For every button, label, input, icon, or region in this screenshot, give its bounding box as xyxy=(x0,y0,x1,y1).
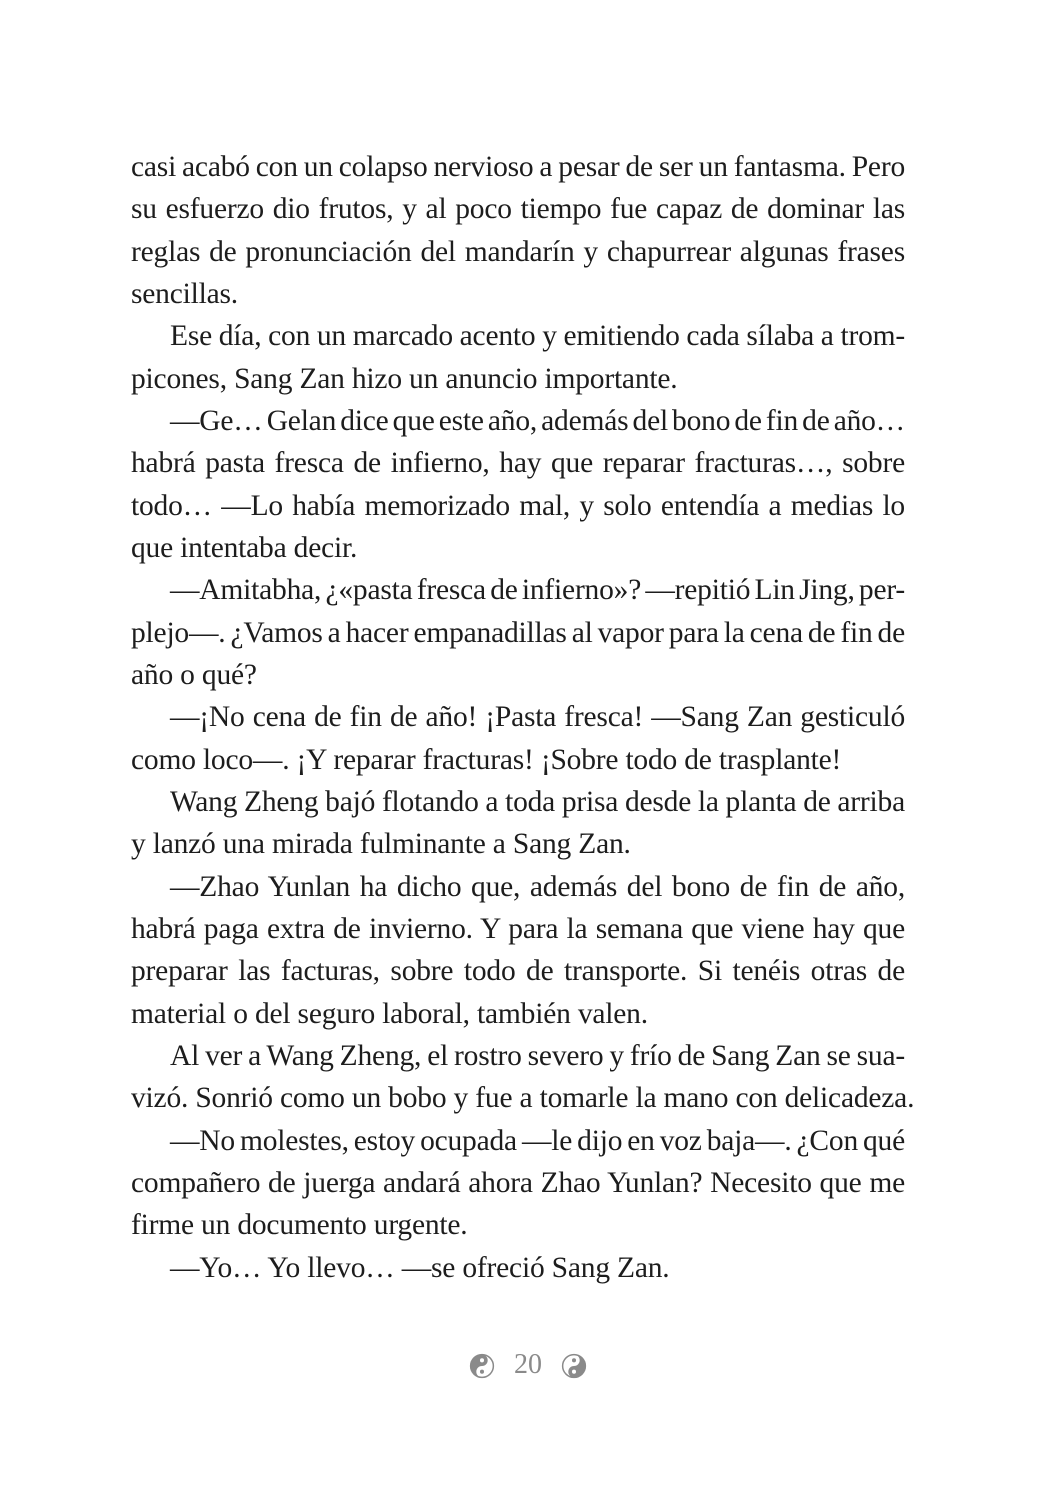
text-line: —Amitabha, ¿«pasta fresca de infierno»? —repitió Lin Jing, per- xyxy=(170,574,905,607)
text-line: Wang Zheng bajó flotando a toda prisa desde la planta de arriba xyxy=(170,785,905,818)
paragraph xyxy=(131,569,905,696)
text-line: habrá paga extra de invierno. Y para la semana que viene hay que xyxy=(131,912,905,945)
paragraph xyxy=(131,696,905,781)
text-line: casi acabó con un colapso nervioso a pesar de ser un fantasma. Pero xyxy=(131,151,905,183)
text-line: picones, Sang Zan hizo un anuncio importante. xyxy=(131,362,678,395)
text-line: plejo—. ¿Vamos a hacer empanadillas al vapor para la cena de fin de xyxy=(131,616,905,649)
text-line: Al ver a Wang Zheng, el rostro severo y frío de Sang Zan se sua- xyxy=(170,1039,905,1072)
paragraph xyxy=(131,315,905,400)
text-line: firme un documento urgente. xyxy=(131,1209,468,1242)
text-line: que intentaba decir. xyxy=(131,531,358,564)
text-line: preparar las facturas, sobre todo de transporte. Si tenéis otras de xyxy=(131,955,905,988)
paragraph xyxy=(131,1035,915,1120)
paragraph xyxy=(131,1120,905,1247)
text-line: sencillas. xyxy=(131,277,238,310)
text-line: —Zhao Yunlan ha dicho que, además del bono de fin de año, xyxy=(170,870,905,903)
text-line: —Ge… Gelan dice que este año, además del bono de fin de año… xyxy=(170,404,905,437)
text-line: compañero de juerga andará ahora Zhao Yunlan? Necesito que me xyxy=(131,1166,905,1199)
page-footer xyxy=(0,1346,1056,1386)
paragraph xyxy=(131,866,905,1035)
page-text xyxy=(131,146,915,1289)
paragraph xyxy=(131,781,905,866)
text-line: su esfuerzo dio frutos, y al poco tiempo fue capaz de dominar las xyxy=(131,193,905,226)
text-line: habrá pasta fresca de infierno, hay que reparar fracturas…, sobre xyxy=(131,447,905,480)
yin-yang-icon xyxy=(468,1352,496,1380)
text-line: reglas de pronunciación del mandarín y chapurrear algunas frases xyxy=(131,235,905,268)
text-line: material o del seguro laboral, también valen. xyxy=(131,997,648,1030)
paragraph xyxy=(131,146,905,315)
text-line: todo… —Lo había memorizado mal, y solo entendía a medias lo xyxy=(131,489,905,522)
text-line: —Yo… Yo llevo… —se ofreció Sang Zan. xyxy=(170,1251,670,1284)
page-number: 20 xyxy=(514,1349,542,1380)
yin-yang-icon xyxy=(560,1352,588,1380)
text-line: como loco—. ¡Y reparar fracturas! ¡Sobre todo de trasplante! xyxy=(131,743,842,776)
text-line: año o qué? xyxy=(131,658,257,691)
text-line: —No molestes, estoy ocupada —le dijo en voz baja—. ¿Con qué xyxy=(170,1124,905,1157)
text-line: Ese día, con un marcado acento y emitiendo cada sílaba a trom- xyxy=(170,320,905,353)
text-line: vizó. Sonrió como un bobo y fue a tomarle la mano con delicadeza. xyxy=(131,1082,915,1115)
text-line: —¡No cena de fin de año! ¡Pasta fresca! —Sang Zan gesticuló xyxy=(170,701,905,734)
text-line: y lanzó una mirada fulminante a Sang Zan. xyxy=(131,828,631,861)
paragraph xyxy=(131,400,905,569)
paragraph xyxy=(131,1247,905,1289)
